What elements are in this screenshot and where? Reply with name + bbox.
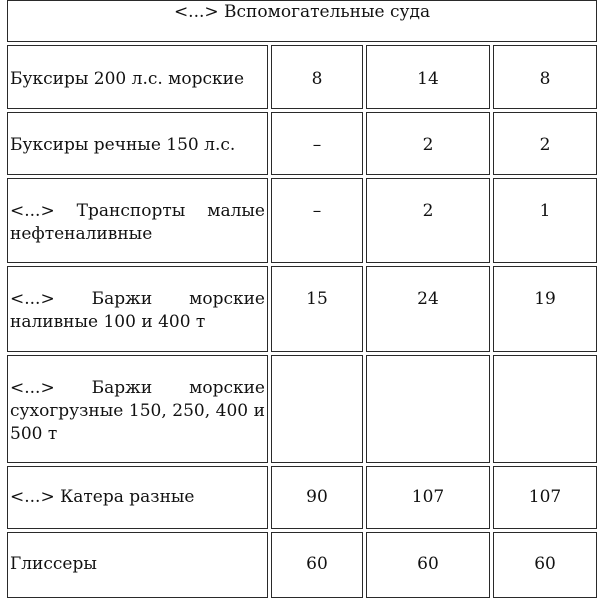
table-row — [7, 466, 597, 529]
section-heading: <...> Вспомогательные суда — [7, 0, 597, 42]
value-cell: 60 — [366, 532, 490, 598]
document-page — [7, 0, 599, 601]
value-cell: 2 — [493, 112, 597, 175]
row-label: Буксиры речные 150 л.с. — [7, 112, 268, 175]
value-cell: 8 — [493, 45, 597, 109]
row-label: <...> Баржи морские наливные 100 и 400 т — [7, 266, 268, 352]
row-label: <...> Транспорты малые нефтеналивные — [7, 178, 268, 263]
value-cell — [366, 355, 490, 463]
table-row — [7, 266, 597, 352]
value-cell — [271, 355, 363, 463]
table-row — [7, 112, 597, 175]
table-row — [7, 178, 597, 263]
value-cell: 1 — [493, 178, 597, 263]
table-row — [7, 45, 597, 109]
value-cell: 60 — [271, 532, 363, 598]
row-label: Глиссеры — [7, 532, 268, 598]
value-cell: 90 — [271, 466, 363, 529]
value-cell: 14 — [366, 45, 490, 109]
value-cell: 2 — [366, 178, 490, 263]
value-cell: 107 — [493, 466, 597, 529]
value-cell: – — [271, 178, 363, 263]
auxiliary-vessels-table — [7, 0, 599, 601]
table-row — [7, 532, 597, 598]
value-cell: 2 — [366, 112, 490, 175]
row-label: <...> Катера разные — [7, 466, 268, 529]
section-heading-row — [7, 0, 597, 42]
value-cell: 60 — [493, 532, 597, 598]
value-cell: 24 — [366, 266, 490, 352]
value-cell: – — [271, 112, 363, 175]
value-cell: 107 — [366, 466, 490, 529]
row-label: <...> Баржи морские сухогрузные 150, 250, 400 и 500 т — [7, 355, 268, 463]
value-cell: 15 — [271, 266, 363, 352]
row-label: Буксиры 200 л.с. морские — [7, 45, 268, 109]
value-cell: 19 — [493, 266, 597, 352]
table-row — [7, 355, 597, 463]
value-cell — [493, 355, 597, 463]
value-cell: 8 — [271, 45, 363, 109]
